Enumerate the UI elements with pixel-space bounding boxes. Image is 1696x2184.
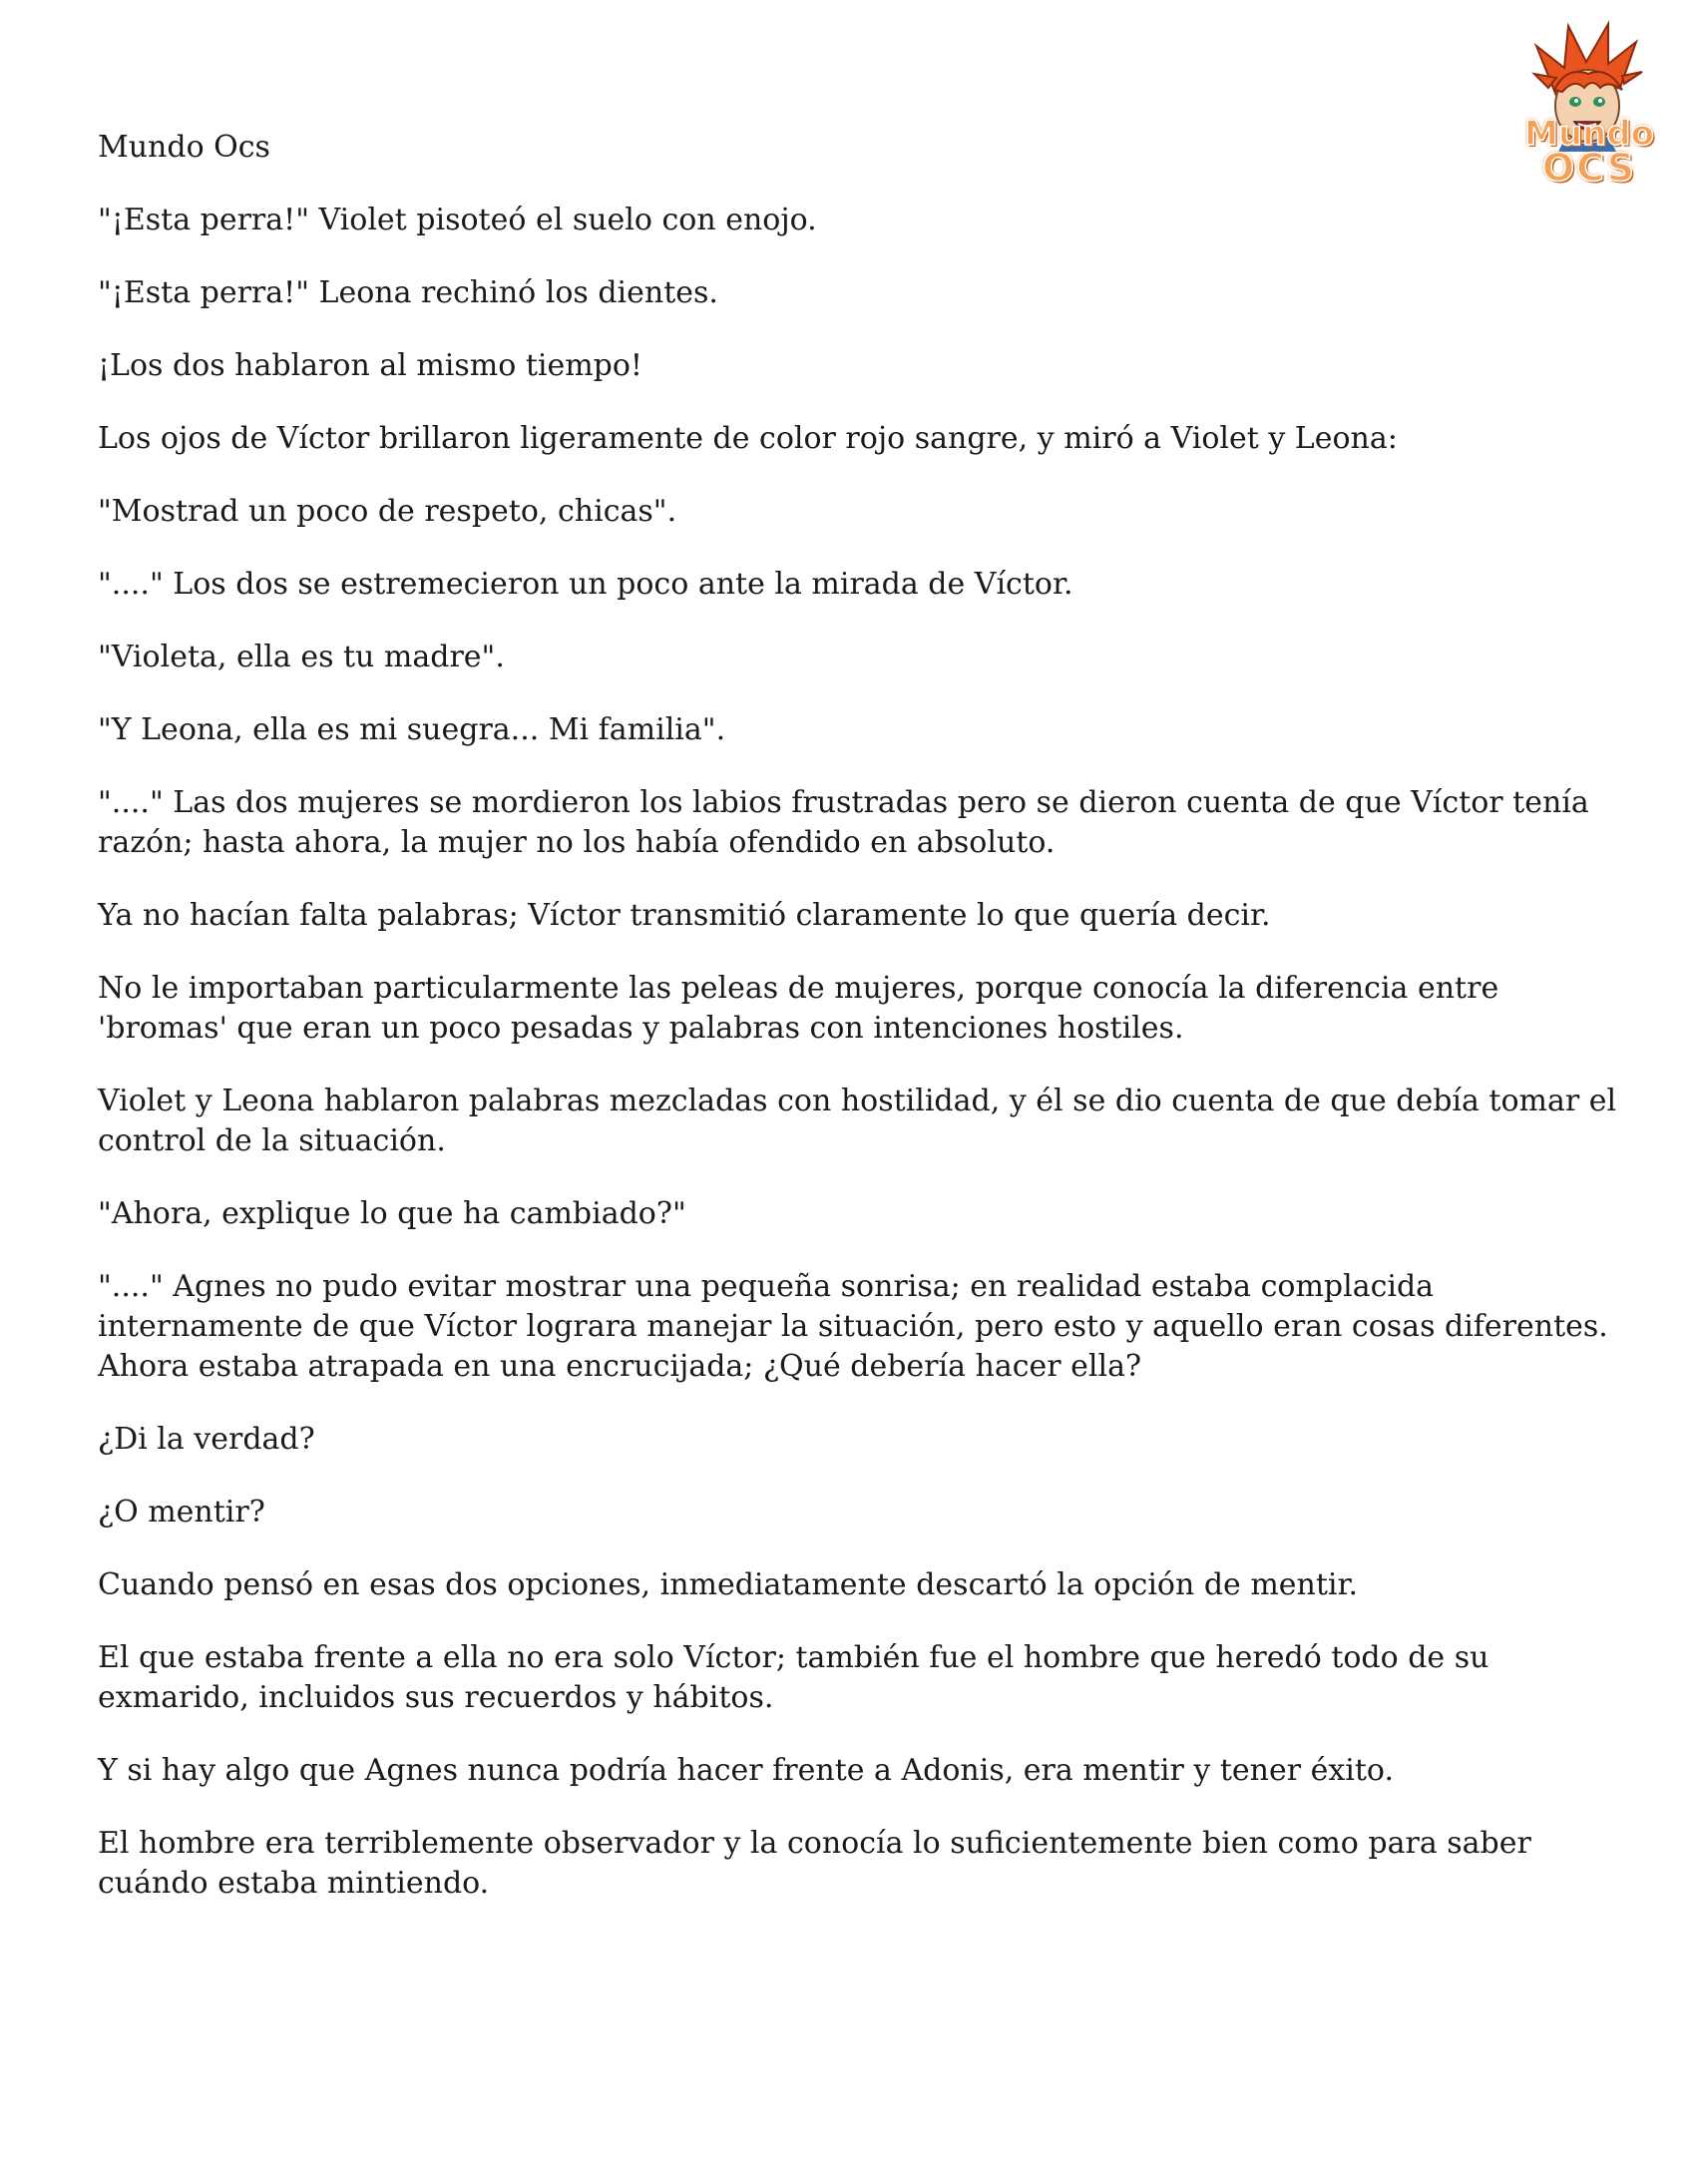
logo-text-bottom: OCS (1541, 146, 1637, 190)
paragraph: "...." Agnes no pudo evitar mostrar una pequeña sonrisa; en realidad estaba complacida internamente de que Víctor lograra manejar la situación, pero esto y aquello eran cosas diferentes. Ahora estaba atrapada en una encrucijada; ¿Qué debería hacer ella? (98, 1269, 1608, 1384)
paragraph: "¡Esta perra!" Leona rechinó los dientes. (98, 275, 718, 310)
paragraph: El que estaba frente a ella no era solo Víctor; también fue el hombre que heredó todo de su exmarido, incluidos sus recuerdos y hábitos. (98, 1640, 1489, 1715)
paragraph: "...." Las dos mujeres se mordieron los labios frustradas pero se dieron cuenta de que Víctor tenía razón; hasta ahora, la mujer no los había ofendido en absoluto. (98, 785, 1589, 860)
document-body (98, 128, 1634, 1937)
paragraph: ¡Los dos hablaron al mismo tiempo! (98, 348, 642, 383)
paragraph: El hombre era terriblemente observador y la conocía lo suficientemente bien como para saber cuándo estaba mintiendo. (98, 1826, 1531, 1901)
paragraph: Los ojos de Víctor brillaron ligeramente de color rojo sangre, y miró a Violet y Leona: (98, 421, 1398, 456)
paragraph: "Y Leona, ella es mi suegra... Mi familia". (98, 712, 726, 747)
paragraph: ¿Di la verdad? (98, 1422, 315, 1457)
paragraph: "...." Los dos se estremecieron un poco ante la mirada de Víctor. (98, 567, 1073, 602)
paragraph: Ya no hacían falta palabras; Víctor transmitió claramente lo que quería decir. (98, 898, 1271, 933)
document-header: Mundo Ocs (98, 130, 270, 165)
paragraph: "¡Esta perra!" Violet pisoteó el suelo con enojo. (98, 203, 817, 237)
paragraph: "Ahora, explique lo que ha cambiado?" (98, 1196, 686, 1231)
paragraph: "Mostrad un poco de respeto, chicas". (98, 494, 677, 529)
logo-text-top: Mundo (1524, 114, 1654, 154)
paragraph: Cuando pensó en esas dos opciones, inmediatamente descartó la opción de mentir. (98, 1567, 1359, 1602)
paragraph: No le importaban particularmente las peleas de mujeres, porque conocía la diferencia entre 'bromas' que eran un poco pesadas y palabras con intenciones hostiles. (98, 971, 1499, 1046)
paragraph: "Violeta, ella es tu madre". (98, 640, 505, 674)
paragraph: Y si hay algo que Agnes nunca podría hacer frente a Adonis, era mentir y tener éxito. (98, 1753, 1394, 1788)
paragraph: Violet y Leona hablaron palabras mezcladas con hostilidad, y él se dio cuenta de que debía tomar el control de la situación. (98, 1084, 1617, 1158)
paragraph: ¿O mentir? (98, 1495, 265, 1529)
